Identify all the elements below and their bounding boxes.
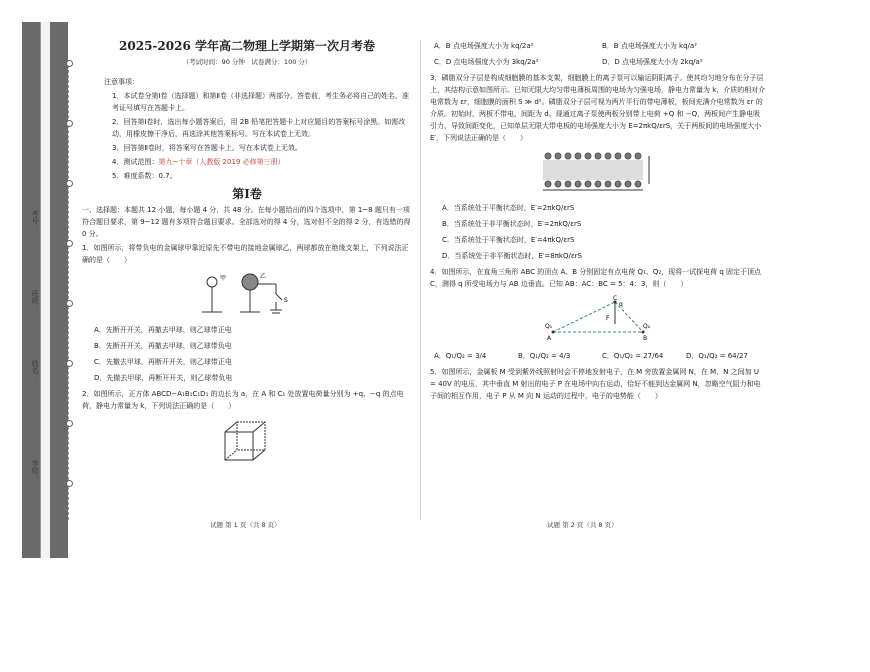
number-label: 考号： xyxy=(31,210,39,231)
q1-option-a: A．先断开开关，再撤去甲球，则乙球带正电 xyxy=(94,326,232,334)
q2-option-c: C．D 点电场强度大小为 3kq/2a² xyxy=(434,58,539,66)
q4-a-label: A xyxy=(547,335,552,342)
q4-option-d: D．Q₁/Q₂ = 64/27 xyxy=(686,352,748,360)
q4-options-row xyxy=(434,350,766,362)
q3-option-d: D．当系统处于非平衡状态时，E′=8πkQ/εrS xyxy=(442,252,582,260)
q4-f-label: F xyxy=(606,315,610,322)
mc-intro: 一、选择题：本题共 12 小题，每小题 4 分，共 48 分。在每小题给出的四个选项中，第 1~8 题只有一项符合题目要求，第 9~12 题有多项符合题目要求。全部选对的得 4 分，选对但不全的得 2 分，有选错的得 0 分。 xyxy=(82,206,411,238)
question-2: 2．如图所示，正方体 ABCD−A₁B₁C₁D₁ 的边长为 a，在 A 和 C₁ 处放置电荷量分别为 +q、−q 的点电荷，静电力常量为 k，下列说法正确的是（ ） xyxy=(82,390,404,410)
q2-options-row-2 xyxy=(434,56,766,68)
q3-option-b: B．当系统处于非平衡状态时，E′=2πkQ/εrS xyxy=(442,220,582,228)
notice-1: 1．本试卷分第Ⅰ卷（选择题）和第Ⅱ卷（非选择题）两部分。答卷前，考生务必将自己的姓名、准考证号填写在答题卡上。 xyxy=(112,92,409,112)
q1-option-d: D．先撤去甲球，再断开开关，则乙球带负电 xyxy=(94,374,233,382)
q1-option-c: C．先撤去甲球，再断开开关，则乙球带正电 xyxy=(94,358,232,366)
notice-2: 2．回答第Ⅰ卷时，选出每小题答案后，用 2B 铅笔把答题卡上对应题目的答案标号涂黑。如需改动，用橡皮擦干净后，再选涂其他答案标号。写在本试卷上无效。 xyxy=(112,118,406,138)
question-4: 4．如图所示，在直角三角形 ABC 的顶点 A、B 分别固定有点电荷 Q₁、Q₂，现将一试探电荷 q 固定于顶点 C，测得 q 所受电场力与 AB 边垂直。已知 AB：AC：BC = 5：4：3，则（ ） xyxy=(430,268,762,288)
notice-3: 3．回答第Ⅱ卷时，将答案写在答题卡上。写在本试卷上无效。 xyxy=(112,144,302,152)
page-2-footer: 试题 第 2 页（共 8 页） xyxy=(547,521,618,529)
q4-triangle-figure xyxy=(543,294,653,346)
q3-option-a: A．当系统处于平衡状态时，E′=2πkQ/εrS xyxy=(442,204,575,212)
q4-q-label: q xyxy=(619,301,623,308)
q1-s-label: S xyxy=(284,297,288,304)
notice-4-range: 第九~十章（人教版 2019 必修第三册） xyxy=(158,158,285,166)
name-label: 姓名： xyxy=(31,360,39,381)
q2-options-row-1 xyxy=(434,40,766,52)
page-1-column xyxy=(82,38,412,468)
class-label: 班级： xyxy=(31,290,39,311)
notice-4: 4．测试范围：第九~十章（人教版 2019 必修第三册） xyxy=(112,158,285,166)
page-1-footer: 试题 第 1 页（共 8 页） xyxy=(210,521,281,529)
question-5: 5．如图所示，金属板 M 受到紫外线照射时会不停地发射电子，在 M 旁放置金属网 N，在 M、N 之间加 U = 40V 的电压，其中垂直 M 射出的电子 P 在电场中向右运动，恰好不能到达金属网 N，忽略空气阻力和电子间的相互作用，电子 P 从 M 向 N 运动的过程中，电子的电势能（ ） xyxy=(430,368,761,400)
q4-q2-label: Q₂ xyxy=(643,323,651,330)
q4-option-a: A．Q₁/Q₂ = 3/4 xyxy=(434,352,487,360)
q4-q1-label: Q₁ xyxy=(545,323,553,330)
q2-option-b: B．B 点电场强度大小为 kq/a² xyxy=(602,42,698,50)
q4-c-label: C xyxy=(613,295,618,302)
notice-5: 5．难度系数：0.7。 xyxy=(112,172,177,180)
question-3: 3．磷脂双分子层是构成细胞膜的基本支架，细胞膜上的离子泵可以输运阴阳离子。使其均匀地分布在分子层上，其结构示意如图所示。已知无限大均匀带电薄板周围的电场为匀强电场，静电力常量为 k，介质的相对介电常数为 εr，细胞膜的面积 S ≫ d²。磷脂双分子层可视为两片平行的带电薄板，板间充满介电常数为 εr 的介质。初始时，两板不带电，间距为 d。现通过离子泵使两板分别带上电荷 +Q 和 −Q，两板间产生静电吸引力，导致间距变化，已知单层无限大带电板的电场强度大小为 E=2πkQ/εrS，关于两板间的电场强度大小 E′，下列说法正确的是（ ） xyxy=(430,74,766,142)
q1-yi-label: 乙 xyxy=(260,273,267,280)
page-2-column xyxy=(430,38,766,404)
q4-b-label: B xyxy=(643,335,648,342)
q2-option-d: D．D 点电场强度大小为 2kq/a² xyxy=(602,58,703,66)
column-divider xyxy=(420,40,422,520)
q1-jia-label: 甲 xyxy=(220,275,227,282)
section-1-heading: 第Ⅰ卷 xyxy=(232,187,262,201)
q2-cube-figure xyxy=(217,416,277,464)
q1-option-b: B．先断开开关，再撤去甲球，则乙球带负电 xyxy=(94,342,232,350)
question-1: 1．如图所示，将带负电的金属球甲靠近原先不带电的接地金属球乙，两球都放在绝缘支架上，下列说法正确的是（ ） xyxy=(82,244,409,264)
q3-option-c: C．当系统处于平衡状态时，E′=4πkQ/εrS xyxy=(442,236,575,244)
q3-membrane-figure xyxy=(533,148,663,198)
q2-option-a: A．B 点电场强度大小为 kq/2a² xyxy=(434,42,534,50)
school-label: 学校： xyxy=(31,460,39,481)
binding-holes xyxy=(66,60,74,520)
notice-heading: 注意事项： xyxy=(104,78,139,86)
exam-subtitle: （考试时间：90 分钟 试卷满分：100 分） xyxy=(182,58,312,66)
q1-figure xyxy=(192,270,302,320)
q4-option-b: B．Q₁/Q₂ = 4/3 xyxy=(518,352,571,360)
exam-title: 2025-2026 学年高二物理上学期第一次月考卷 xyxy=(119,39,375,53)
q4-option-c: C．Q₁/Q₂ = 27/64 xyxy=(602,352,664,360)
